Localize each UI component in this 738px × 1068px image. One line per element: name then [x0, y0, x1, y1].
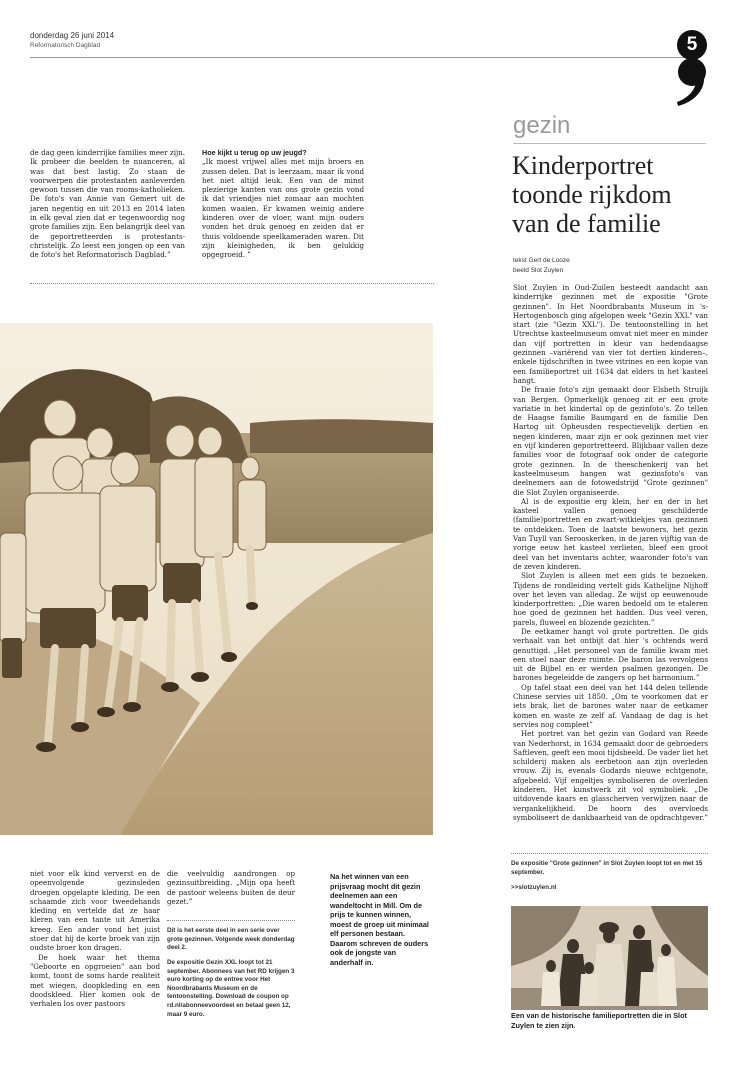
bottom-paragraph: niet voor elk kind ververst en de opeenvolgende gezinsleden droegen opgelapte kleding. De een schaamde zich voor tweedehands kleding en vertelde dat ze haar kleren van een tante uit Amerika kreeg. Een ander vond het juist stoer dat hij de korte broek van zijn oudste broer kon dragen.: [30, 869, 160, 953]
header-divider: [30, 57, 690, 58]
expo-note-text: De expositie "Grote gezinnen" in Slot Zuylen loopt tot en met 15 september.: [511, 860, 703, 876]
article-paragraph: Slot Zuylen is alleen met een gids te bezoeken. Tijdens de rondleiding vertelt gids Kathelijne Nijhoff over het leven van alledag. Ze wijst op eeuwenoude kinderportretten: „Die waren bedoeld om te etaleren hoe goed de gezinnen het hadden. Dus veel veren, parels, fluweel en blozende gezichten.”: [513, 571, 708, 627]
series-divider: [167, 920, 295, 921]
expo-divider: [511, 853, 708, 854]
photo-children-walking: [0, 323, 433, 835]
article-paragraph: De eetkamer hangt vol grote portretten. De gids verhaalt van het ontbijt dat hier 's ochtends werd genuttigd. „Het personeel van de familie kwam met een stoel naar deze ruimte. De baron las vervolgens uit de Bijbel en er werden psalmen gezongen. De barones begeleidde de zangers op het harmonium.”: [513, 626, 708, 683]
info-box: [167, 927, 295, 1019]
article-headline: Kinderportret toonde rijkdom van de familie: [512, 151, 672, 238]
article-paragraph: De fraaie foto's zijn gemaakt door Elsbeth Struijk van Bergen. Opmerkelijk genoeg zit er een grote variatie in het kindertal op de gezinfoto's. Zo tellen de Haagse familie Baumgard en de familie Den Hartog uit Opheusden respectievelijk dertien en negen kinderen, maar zijn er ook gezinnen met vier en vijf kinderen geportretteerd. Blijkbaar vallen deze families voor de fotograaf ook onder de categorie grote gezinnen. In de theeschenkerij van het kasteelmuseum hangen wat gezinsfoto's van deelnemers aan de fotowedstrijd "Grote gezinnen" die Slot Zuylen organiseerde.: [513, 385, 708, 497]
continued-text-1: de dag geen kinderrijke families meer zijn. Ik probeer die beelden te nuanceren, al was dat best lastig. Zo staan de voorwerpen die protestanten aanleverden gewoon tussen die van rooms-katholieken. De foto's van Annie van Gemert uit de jaren negentig en uit 2013 en 2014 laten in elk geval zien dat er tegenwoordig nog grote families zijn. Een belangrijk deel van de geportretteerden is protestants-christelijk. Zo leest een jongen op een van de foto's het Reformatorisch Dagblad.”: [30, 148, 185, 260]
photo-pull-quote: Na het winnen van een prijsvraag mocht dit gezin deelnemen aan een wandeltocht in Mill. Om de prijs te kunnen winnen, moest de groep uit minimaal elf personen bestaan. Daarom schreven de ouders ook de jongste van anderhalf in.: [330, 872, 429, 967]
article-byline: [513, 256, 570, 276]
section-rule: [513, 143, 706, 144]
header-date: donderdag 26 juni 2014: [30, 31, 115, 40]
byline-image: beeld Slot Zuylen: [513, 267, 564, 274]
expo-note: [511, 860, 708, 892]
article-body: [513, 283, 708, 822]
interview-question: Hoe kijkt u terug op uw jeugd?: [202, 148, 307, 157]
main-photo-children-walking: [0, 323, 433, 835]
article-paragraph: Op tafel staat een deel van het 144 delen tellende Chinese servies uit 1850. „Om te voorkomen dat er iets brak, liet de barones water naar de eetkamer komen en waste ze zelf af. Vandaag de dag is het servies nog compleet”: [513, 682, 708, 729]
article-paragraph: Al is de expositie erg klein, her en der in het kasteel vallen genoeg geschilderde (familie)portretten en zwart-witkiekjes van gezinnen te ontdekken. Toen de laatste bewoners, het gezin Van Tuyll van Serooskerken, in de jaren vijftig van de vorige eeuw het kasteel verlieten, bleef een groot deel van het inventaris achter, waaronder foto's van de zeven kinderen.: [513, 496, 708, 571]
byline-text: tekst Gert de Looze: [513, 257, 570, 264]
continued-column-2: [202, 148, 364, 260]
expo-link[interactable]: >>slotzuylen.nl: [511, 883, 557, 891]
historic-photo-caption: Een van de historische familieportretten die in Slot Zuylen te zien zijn.: [511, 1011, 687, 1030]
section-divider-top: [30, 283, 434, 284]
interview-answer: „Ik moest vrijwel alles met mijn broers en zussen delen. Dat is leerzaam, maar ik vond het niet altijd leuk. Een van de minst plezierige kanten van ons grote gezin vond ik dat vriendjes niet zomaar aan mochten komen waaien. Er kwamen weinig andere kinderen over de vloer, want mijn ouders vonden het druk genoeg en zeiden dat er thuis voldoende speelkameraden waren. Dit zijn kleinigheden, ik ben gelukkig opgegroeid. ”: [202, 157, 364, 260]
continued-column-1: [30, 148, 185, 260]
section-label: gezin: [513, 112, 571, 139]
bottom-column-2-text: die veelvuldig aandrongen op gezinsuitbreiding. „Mijn opa heeft de pastoor weleens buiten de deur gezet.”: [167, 869, 295, 906]
article-paragraph: Het portret van het gezin van Godard van Reede van Nederhorst, in 1634 gemaakt door de gebroeders Saftleven, geeft een mooi tijdsbeeld. De vader liet het schilderij maken als eerbetoon aan zijn overleden vrouw. Zij is, evenals Godards nieuwe echtgenote, afgebeeld. Vijf engeltjes symboliseren de overleden kinderen. Het kunstwerk zit vol symboliek. „De uitdovende kaars en glasscherven verwijzen naar de vergankelijkheid. De hoorn des overvloeds symboliseert de dankbaarheid van de opdrachtgever.”: [513, 729, 708, 822]
article-paragraph: Slot Zuylen in Oud-Zuilen besteedt aandacht aan kinderrijke gezinnen met de expositie "Grote gezinnen". In Het Noordbrabants Museum in 's-Hertogenbosch ging afgelopen week "Gezin XXL" van start (zie "Gezin XXL"). De tentoonstelling in het Utrechtse kasteelmuseum omvat niet meer en minder dan vijf portretten in kleur van hedendaagse gezinnen –variërend van vier tot dertien kinderen–, enkele tijdschriften in twee vitrines en een kopie van een familieportret uit 1634 dat elders in het kasteel hangt.: [513, 283, 708, 385]
expo-info: De expositie Gezin XXL loopt tot 21 september. Abonnees van het RD krijgen 3 euro korting op de entree voor Het Noordbrabants Museum en de tentoonstelling. Download de coupon op rd.nl/abonneevoordeel en betaal geen 12, maar 9 euro.: [167, 958, 295, 1018]
header-paper-name: Reformatorisch Dagblad: [30, 42, 101, 49]
page-number: 5: [677, 30, 707, 60]
bottom-paragraph: De hoek waar het thema "Geboorte en opgroeien" aan bod komt, toont de soms harde realiteit met wiegen, doopkleding en een doodskleed. Hier komen ook de verhalen los over pastoors: [30, 952, 160, 1009]
series-note: Dit is het eerste deel in een serie over grote gezinnen. Volgende week donderdag deel 2.: [167, 927, 295, 952]
bottom-column-1: [30, 869, 160, 1008]
bottom-column-2: [167, 869, 295, 1025]
photo-historic-family: [511, 906, 708, 1010]
comma-logo-icon: [668, 56, 712, 108]
historic-family-photo: [511, 906, 708, 1010]
